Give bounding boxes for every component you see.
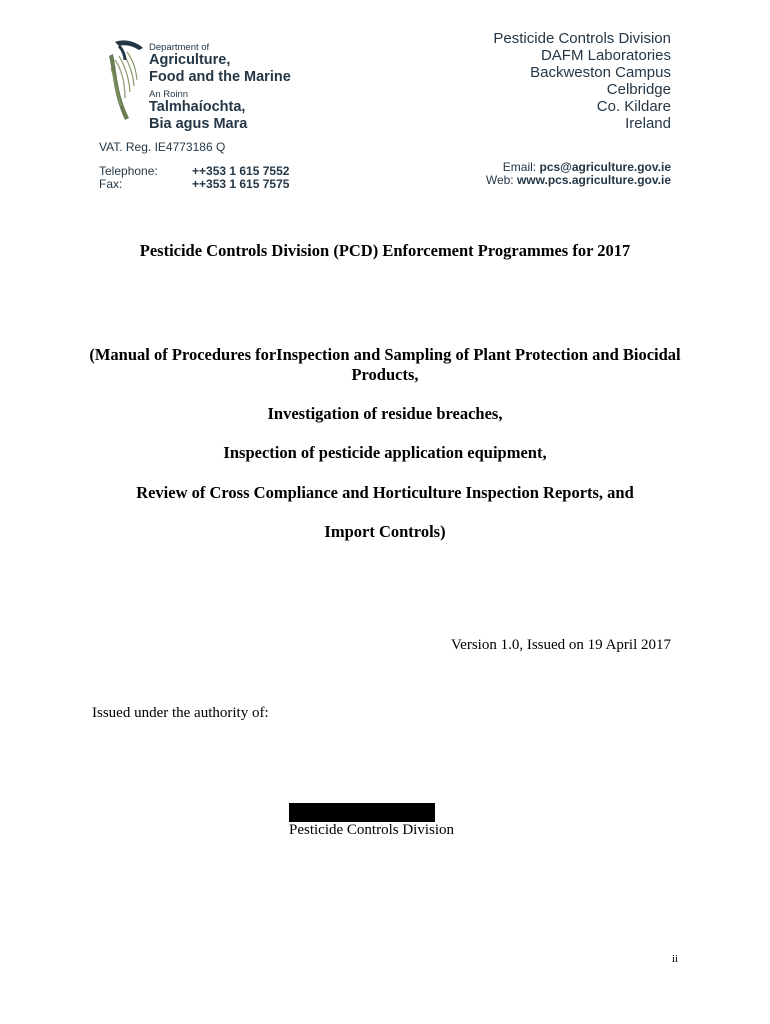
authority-statement: Issued under the authority of: — [92, 705, 269, 721]
subtitle-cross-compliance: Review of Cross Compliance and Horticulture Inspection Reports, and — [136, 483, 634, 502]
department-logo — [103, 36, 323, 132]
subtitle-equipment: Inspection of pesticide application equipment, — [223, 443, 547, 462]
logo-main-line-1: Agriculture, — [149, 52, 231, 68]
fax-value: ++353 1 615 7575 — [192, 177, 290, 191]
web-label: Web: — [485, 173, 517, 187]
document-title: Pesticide Controls Division (PCD) Enforcement Programmes for 2017 — [139, 241, 631, 260]
telephone-value: ++353 1 615 7552 — [192, 164, 290, 178]
address-line: Celbridge — [606, 81, 671, 98]
email-line — [503, 160, 671, 174]
address-line: Co. Kildare — [596, 98, 671, 115]
page-number: ii — [671, 953, 678, 965]
logo-department-main — [149, 52, 291, 86]
email-link[interactable]: pcs@agriculture.gov.ie — [539, 160, 671, 174]
fax-label: Fax: — [99, 177, 123, 191]
subtitle-manual: (Manual of Procedures forInspection and Sampling of Plant Protection and Biocidal Products, — [89, 345, 681, 384]
address-line: Pesticide Controls Division — [493, 30, 671, 47]
email-label: Email: — [502, 160, 540, 174]
logo-department-small: Department of — [149, 42, 210, 53]
vat-registration: VAT. Reg. IE4773186 Q — [99, 140, 226, 154]
version-info: Version 1.0, Issued on 19 April 2017 — [451, 637, 671, 653]
logo-irish-small: An Roinn — [149, 89, 189, 100]
address-line: Backweston Campus — [530, 64, 671, 81]
signoff-division: Pesticide Controls Division — [289, 822, 454, 838]
address-line: DAFM Laboratories — [540, 47, 671, 64]
web-link[interactable]: www.pcs.agriculture.gov.ie — [516, 173, 671, 187]
harp-icon — [103, 38, 147, 124]
logo-irish-main — [149, 99, 247, 133]
subtitle-residue: Investigation of residue breaches, — [267, 404, 503, 423]
telephone-label: Telephone: — [99, 164, 158, 178]
redacted-signature — [289, 803, 435, 822]
address-line: Ireland — [625, 115, 671, 132]
postal-address — [493, 30, 671, 132]
logo-main-line-2: Food and the Marine — [149, 69, 291, 85]
web-line — [486, 173, 671, 187]
logo-irish-line-1: Talmhaíochta, — [149, 99, 246, 115]
logo-irish-line-2: Bia agus Mara — [149, 116, 248, 132]
subtitle-import: Import Controls) — [324, 522, 446, 541]
